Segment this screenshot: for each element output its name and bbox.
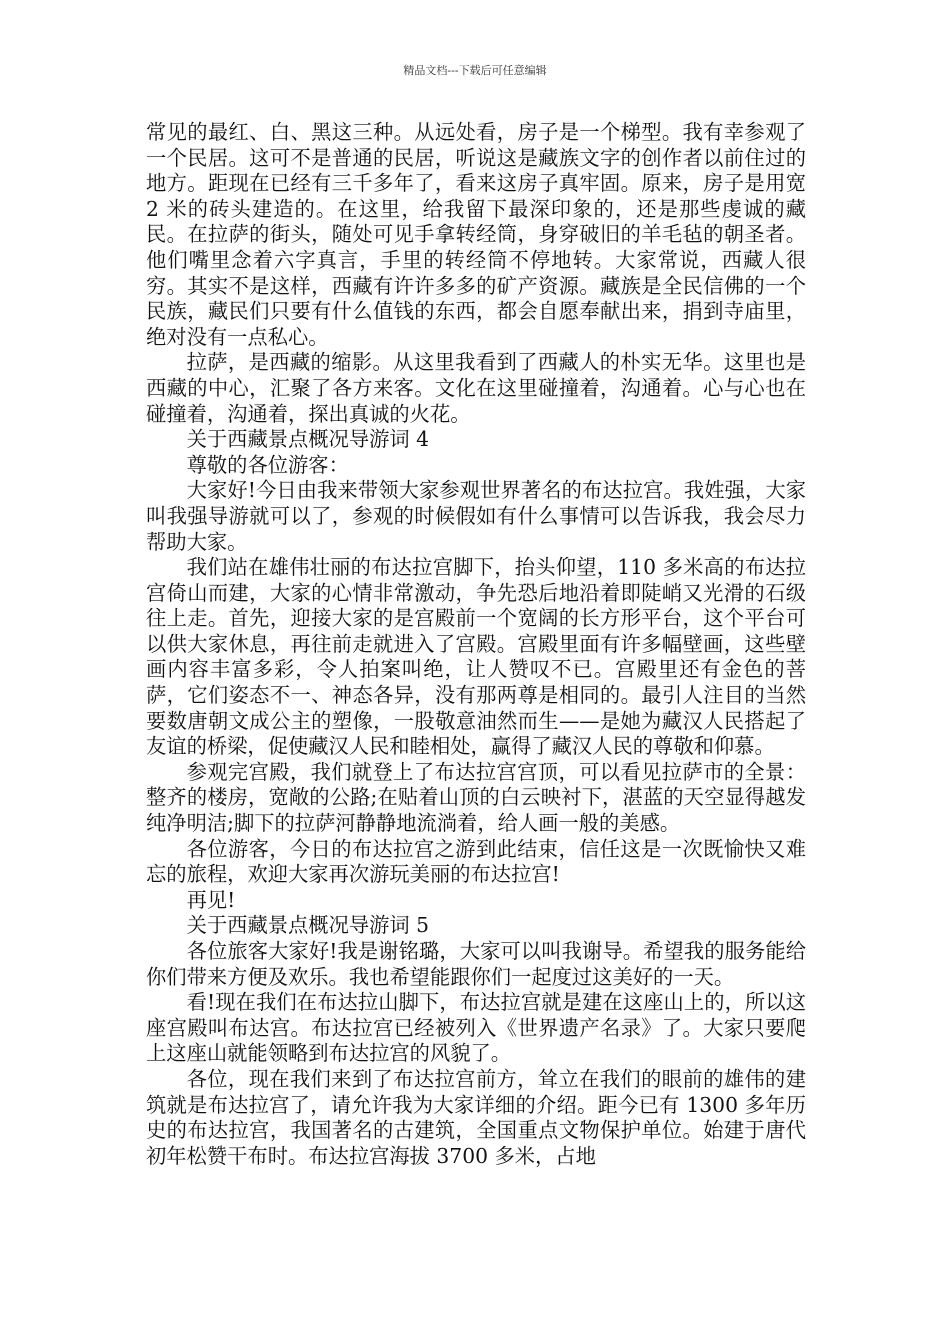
greeting-line: 尊敬的各位游客：	[186, 452, 349, 477]
paragraph-1: 常见的最红、白、黑这三种。从远处看，房子是一个梯型。我有幸参观了一个民居。这可不是普通的民居，听说这是藏族文字的创作者以前住过的地方。距现在已经有三千多年了，看来这房子真牢固。原来，房子是用宽 2 米的砖头建造的。在这里，给我留下最深印象的，还是那些虔诚的藏民。在拉萨的街头，随处可见手拿转经筒，身穿破旧的羊毛毡的朝圣者。他们嘴里念着六字真言，手里的转经筒不停地转。大家常说，西藏人很穷。其实不是这样，西藏有许许多多的矿产资源。藏族是全民信佛的一个民族，藏民们只要有什么值钱的东西，都会自愿奉献出来，捐到寺庙里，绝对没有一点私心。	[146, 120, 806, 349]
paragraph-7: 参观完宫殿，我们就登上了布达拉宫宫顶，可以看见拉萨市的全景：整齐的楼房，宽敞的公路;在贴着山顶的白云映衬下，湛蓝的天空显得越发纯净明洁;脚下的拉萨河静静地流淌着，给人画一般的美感。	[146, 759, 806, 836]
paragraph-13: 各位，现在我们来到了布达拉宫前方，耸立在我们的眼前的雄伟的建筑就是布达拉宫了，请允许我为大家详细的介绍。距今已有 1300 多年历史的布达拉宫，我国著名的古建筑，全国重点文物保护单位。始建于唐代初年松赞干布时。布达拉宫海拔 3700 多米，占地	[146, 1066, 806, 1168]
section-heading-4: 关于西藏景点概况导游词 4	[186, 427, 430, 452]
farewell-line: 再见!	[186, 887, 236, 912]
paragraph-11: 各位旅客大家好!我是谢铭璐，大家可以叫我谢导。希望我的服务能给你们带来方便及欢乐。我也希望能跟你们一起度过这美好的一天。	[146, 939, 806, 989]
paragraph-6: 我们站在雄伟壮丽的布达拉宫脚下，抬头仰望，110 多米高的布达拉宫倚山而建，大家的心情非常激动，争先恐后地沿着即陡峭又光滑的石级往上走。首先，迎接大家的是宫殿前一个宽阔的长方形平台，这个平台可以供大家休息，再往前走就进入了宫殿。宫殿里面有许多幅壁画，这些壁画内容丰富多彩，令人拍案叫绝，让人赞叹不已。宫殿里还有金色的菩萨，它们姿态不一、神态各异，没有那两尊是相同的。最引人注目的当然要数唐朝文成公主的塑像，一股敬意油然而生——是她为藏汉人民搭起了友谊的桥梁，促使藏汉人民和睦相处，赢得了藏汉人民的尊敬和仰慕。	[146, 555, 806, 759]
paragraph-8: 各位游客，今日的布达拉宫之游到此结束，信任这是一次既愉快又难忘的旅程，欢迎大家再次游玩美丽的布达拉宫!	[146, 836, 806, 887]
paragraph-12: 看!现在我们在布达拉山脚下，布达拉宫就是建在这座山上的，所以这座宫殿叫布达宫。布达拉宫已经被列入《世界遗产名录》了。大家只要爬上这座山就能领略到布达拉宫的风貌了。	[146, 990, 806, 1066]
document-body	[146, 120, 806, 1169]
page-header: 精品文档---下载后可任意编辑	[403, 64, 547, 77]
section-heading-5: 关于西藏景点概况导游词 5	[186, 913, 430, 938]
paragraph-5: 大家好!今日由我来带领大家参观世界著名的布达拉宫。我姓强，大家叫我强导游就可以了，参观的时候假如有什么事情可以告诉我，我会尽力帮助大家。	[146, 478, 806, 554]
paragraph-2: 拉萨，是西藏的缩影。从这里我看到了西藏人的朴实无华。这里也是西藏的中心，汇聚了各方来客。文化在这里碰撞着，沟通着。心与心也在碰撞着，沟通着，探出真诚的火花。	[146, 350, 806, 426]
